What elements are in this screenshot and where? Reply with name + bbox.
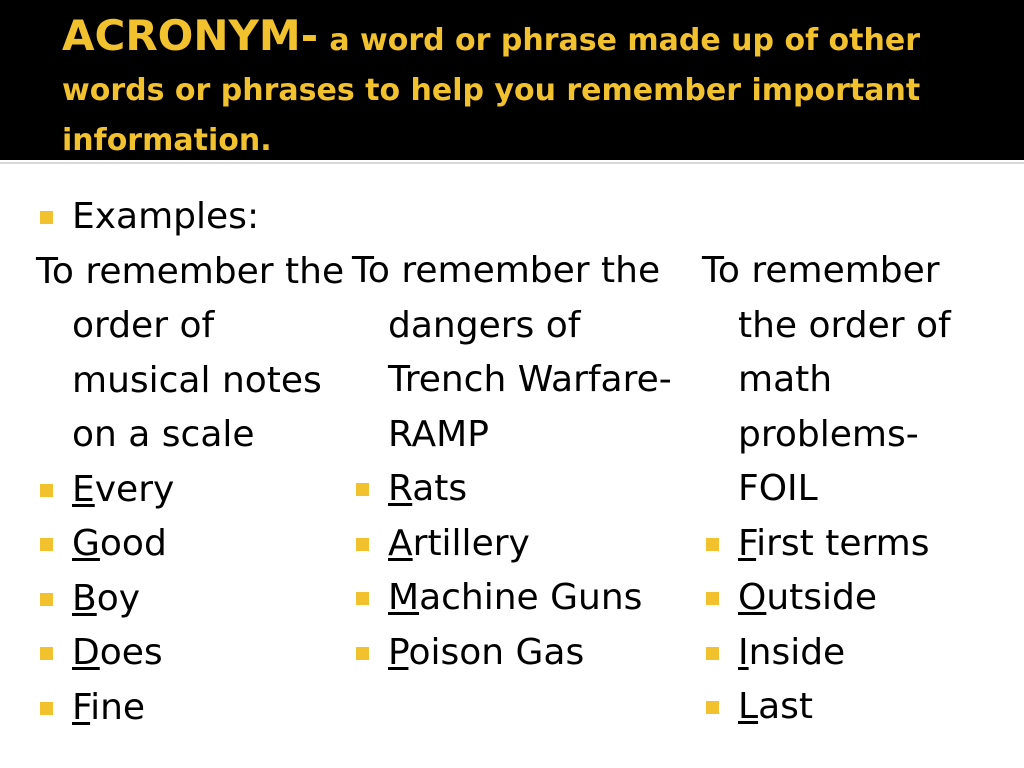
word-rest: utside bbox=[766, 577, 878, 618]
list-item bbox=[352, 462, 682, 517]
acronym-letter: B bbox=[72, 577, 97, 619]
example-column-math bbox=[702, 244, 1002, 735]
square-bullet-icon bbox=[40, 702, 53, 715]
list-item bbox=[36, 463, 346, 518]
title-definition: a word or phrase made up of other words or phrases to help you remember important information. bbox=[62, 23, 921, 158]
example-intro: To remember the dangers of Trench Warfare- RAMP bbox=[352, 250, 672, 455]
example-intro: To remember the order of math problems- FOIL bbox=[702, 250, 951, 509]
example-column-music bbox=[36, 190, 346, 735]
list-item bbox=[36, 572, 346, 627]
acronym-letter: L bbox=[738, 686, 759, 727]
acronym-letter: O bbox=[738, 577, 767, 618]
word-rest: ast bbox=[758, 686, 813, 727]
square-bullet-icon bbox=[356, 647, 369, 660]
square-bullet-icon bbox=[40, 647, 53, 660]
word-rest: ine bbox=[90, 686, 146, 728]
title-term: ACRONYM- bbox=[62, 11, 319, 60]
word-rest: achine Guns bbox=[419, 577, 643, 618]
acronym-letter: E bbox=[72, 468, 95, 510]
list-item bbox=[352, 626, 682, 681]
word-rest: very bbox=[94, 468, 175, 510]
square-bullet-icon bbox=[356, 538, 369, 551]
acronym-letter: P bbox=[388, 631, 409, 673]
square-bullet-icon bbox=[356, 592, 369, 605]
acronym-letter: R bbox=[388, 468, 413, 509]
word-rest: oy bbox=[96, 577, 141, 619]
word-rest: ood bbox=[99, 523, 167, 564]
examples-label: Examples: bbox=[72, 196, 260, 237]
word-rest: oes bbox=[99, 632, 163, 673]
word-rest: irst terms bbox=[756, 522, 930, 564]
word-rest: nside bbox=[748, 631, 846, 673]
example-intro: To remember the order of musical notes on a scale bbox=[36, 250, 345, 455]
examples-heading bbox=[36, 190, 346, 245]
acronym-letter: M bbox=[388, 577, 420, 618]
list-item bbox=[352, 517, 682, 572]
square-bullet-icon bbox=[706, 701, 719, 714]
square-bullet-icon bbox=[706, 538, 719, 551]
list-item bbox=[36, 517, 346, 572]
list-item bbox=[352, 571, 682, 626]
acronym-letter: D bbox=[72, 632, 100, 673]
square-bullet-icon bbox=[40, 593, 53, 606]
acronym-letter: F bbox=[72, 686, 91, 728]
square-bullet-icon bbox=[40, 211, 53, 224]
square-bullet-icon bbox=[706, 647, 719, 660]
acronym-letter: I bbox=[738, 631, 749, 673]
word-rest: ats bbox=[412, 468, 468, 509]
square-bullet-icon bbox=[356, 483, 369, 496]
acronym-letter: G bbox=[72, 523, 100, 564]
example-column-trench bbox=[352, 244, 682, 680]
word-rest: rtillery bbox=[412, 522, 530, 564]
slide-title bbox=[62, 12, 1002, 165]
word-rest: oison Gas bbox=[408, 631, 585, 673]
list-item bbox=[702, 626, 1002, 681]
list-item bbox=[702, 517, 1002, 572]
acronym-letter: A bbox=[388, 522, 413, 564]
list-item bbox=[702, 571, 1002, 626]
square-bullet-icon bbox=[40, 538, 53, 551]
list-item bbox=[36, 681, 346, 736]
list-item bbox=[36, 626, 346, 681]
square-bullet-icon bbox=[40, 484, 53, 497]
list-item bbox=[702, 680, 1002, 735]
square-bullet-icon bbox=[706, 592, 719, 605]
acronym-letter: F bbox=[738, 522, 757, 564]
